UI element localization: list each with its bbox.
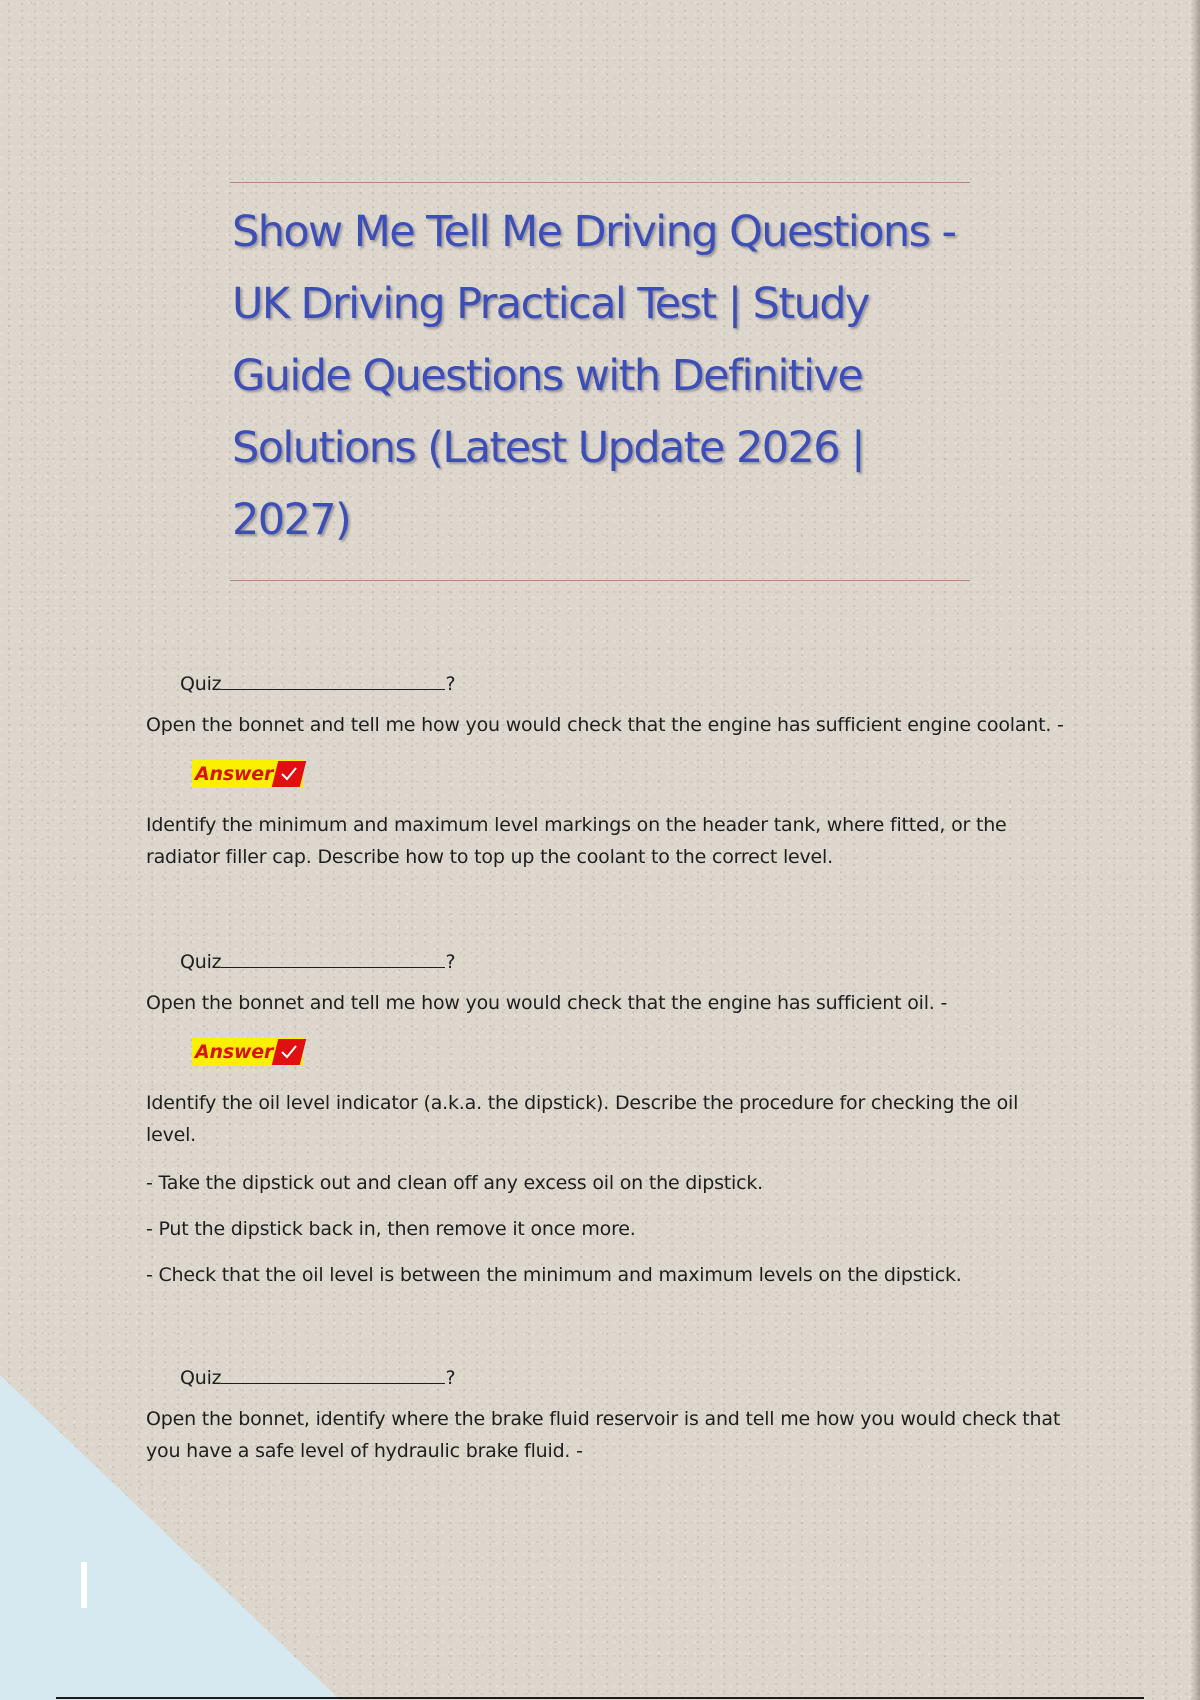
- quiz-heading: [180, 943, 1066, 975]
- quiz-label: Quiz: [180, 951, 222, 973]
- question-text: Open the bonnet, identify where the brake fluid reservoir is and tell me how you would check that you have a safe level of hydraulic brake fluid. -: [146, 1408, 1061, 1462]
- answer-text: Identify the minimum and maximum level markings on the header tank, where fitted, or the radiator filler cap. Describe how to top up the coolant to the correct level.: [146, 814, 1007, 868]
- quiz-blank: [221, 943, 445, 968]
- answer-badge-row: [192, 757, 1066, 789]
- page-edge-shadow: [1191, 0, 1200, 1700]
- checkmark-icon: [272, 1039, 306, 1065]
- quiz-blank: [221, 665, 445, 690]
- answer-text: Identify the oil level indicator (a.k.a. the dipstick). Describe the procedure for checking the oil level.: [146, 1092, 1019, 1146]
- question-text: Open the bonnet and tell me how you would check that the engine has sufficient oil. -: [146, 992, 948, 1014]
- title-rule-bottom: [230, 580, 970, 581]
- answer-label: Answer: [195, 762, 274, 785]
- corner-mark: [81, 1562, 87, 1608]
- quiz-heading: [180, 1359, 1066, 1391]
- answer-badge: [192, 1038, 303, 1066]
- quiz-heading: [180, 665, 1066, 697]
- quiz-mark: ?: [445, 951, 456, 973]
- answer-badge: [192, 760, 303, 788]
- answer-step: - Put the dipstick back in, then remove it once more.: [146, 1218, 636, 1240]
- quiz-mark: ?: [445, 1367, 456, 1389]
- question-text: Open the bonnet and tell me how you would check that the engine has sufficient engine coolant. -: [146, 714, 1064, 736]
- quiz-label: Quiz: [180, 1367, 222, 1389]
- answer-badge-row: [192, 1035, 1066, 1067]
- quiz-label: Quiz: [180, 673, 222, 695]
- answer-step: - Check that the oil level is between the minimum and maximum levels on the dipstick.: [146, 1264, 962, 1286]
- checkmark-icon: [272, 761, 306, 787]
- document-body: [146, 665, 1066, 1483]
- quiz-mark: ?: [445, 673, 456, 695]
- title-rule-top: [230, 182, 970, 183]
- page-bottom-rule: [56, 1697, 1144, 1699]
- answer-label: Answer: [195, 1040, 274, 1063]
- quiz-blank: [221, 1359, 445, 1384]
- answer-step: - Take the dipstick out and clean off any excess oil on the dipstick.: [146, 1172, 763, 1194]
- document-title: Show Me Tell Me Driving Questions - UK Driving Practical Test | Study Guide Questions with Definitive Solutions (Latest Update 2026 | 2027): [232, 207, 956, 545]
